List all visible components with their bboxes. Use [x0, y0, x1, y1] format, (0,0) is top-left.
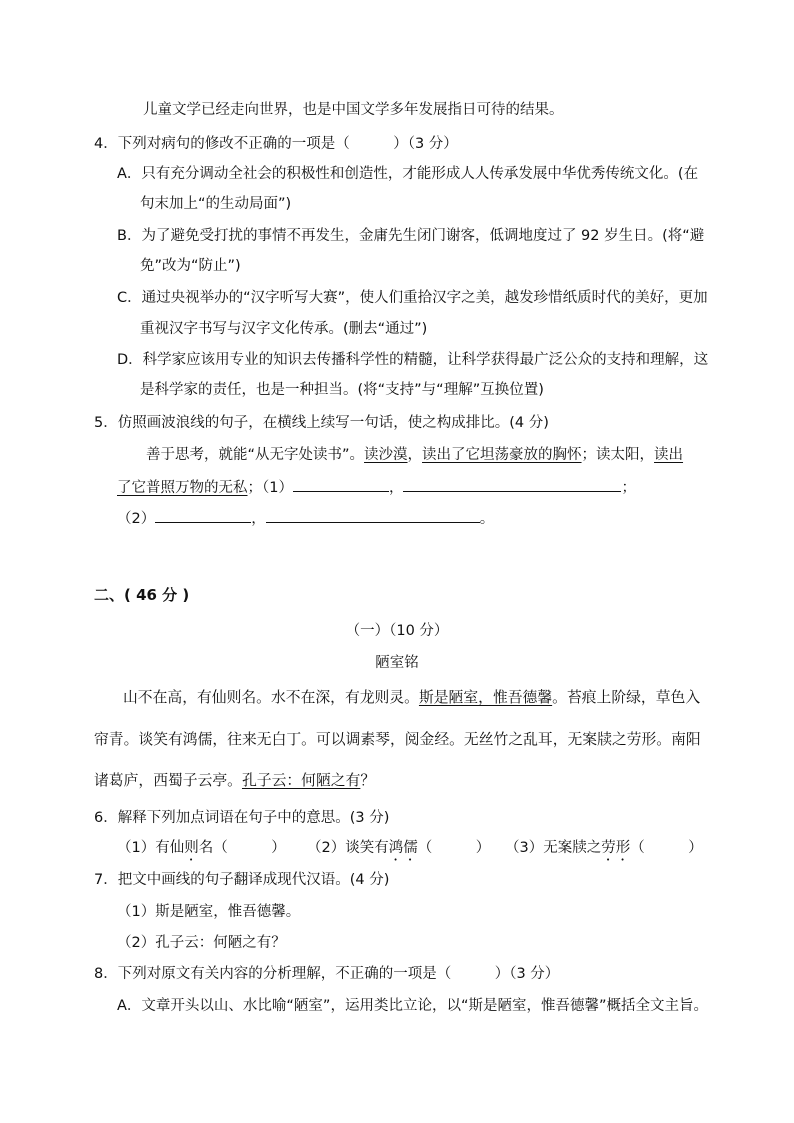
poem-text: ？ — [360, 772, 376, 789]
q6-text: 名（ ） — [198, 840, 286, 856]
poem-text: 诸葛庐，西蜀子云亭。 — [94, 772, 242, 789]
q6-text: （2）谈笑有 — [307, 840, 389, 856]
q6-text: （3）无案牍之 — [505, 840, 602, 856]
q5-blank-1b[interactable] — [403, 477, 621, 492]
q6-item-2 — [307, 838, 490, 864]
poem-text: 。苔痕上阶绿，草色入 — [552, 689, 701, 706]
q5-wavy-underline: 读出 — [654, 447, 684, 463]
q5-wavy-underline: 了它普照万物的无私 — [117, 480, 248, 496]
poem-line-1 — [123, 688, 700, 708]
q5-blank-1a[interactable] — [293, 477, 389, 492]
q4-option-d-line2: 是科学家的责任，也是一种担当。(将“支持”与“理解”互换位置) — [140, 382, 544, 398]
q8-option-a: A．文章开头以山、水比喻“陋室”，运用类比立论，以“斯是陋室，惟吾德馨”概括全文主旨。 — [117, 998, 708, 1014]
q4-option-c-line2: 重视汉字书写与汉字文化传承。(删去“通过”) — [140, 321, 428, 337]
q6-text: （ ） — [630, 840, 703, 856]
q5-stem: 5．仿照画波浪线的句子，在横线上续写一句话，使之构成排比。(4 分) — [94, 415, 549, 431]
poem-line-2: 帘青。谈笑有鸿儒，往来无白丁。可以调素琴，阅金经。无丝竹之乱耳，无案牍之劳形。南阳 — [94, 731, 701, 748]
q4-option-a-line1: A．只有充分调动全社会的积极性和创造性，才能形成人人传承发展中华优秀传统文化。(在 — [117, 166, 699, 182]
q5-text: ；读太阳， — [581, 447, 655, 463]
q5-wavy-underline: 读沙漠 — [364, 447, 408, 463]
poem-underlined-sentence-2: 孔子云：何陋之有 — [241, 772, 361, 789]
q5-answer-line — [117, 508, 494, 529]
q5-example-line1 — [146, 445, 683, 465]
q5-text: （2） — [117, 511, 156, 527]
poem-underlined-sentence-1: 斯是陋室，惟吾德馨 — [418, 689, 553, 706]
q5-text: ；（1） — [247, 480, 293, 496]
q7-sentence-1: （1）斯是陋室，惟吾德馨。 — [117, 904, 301, 920]
q7-stem: 7．把文中画线的句子翻译成现代汉语。(4 分) — [94, 872, 390, 888]
q7-sentence-2: （2）孔子云：何陋之有？ — [117, 935, 286, 951]
q5-text: ， — [251, 511, 266, 527]
q5-blank-2a[interactable] — [155, 508, 251, 523]
q5-text: 善于思考，就能“从无字处读书”。 — [146, 447, 365, 463]
q6-dotted-word: 则 — [184, 840, 199, 856]
q4-option-d-line1: D．科学家应该用专业的知识去传播科学性的精髓，让科学获得最广泛公众的支持和理解，这 — [117, 352, 709, 368]
q5-text: ， — [407, 447, 423, 463]
q6-item-1 — [117, 838, 286, 864]
q4-option-c-line1: C．通过央视举办的“汉字听写大赛”，使人们重拾汉字之美，越发珍惜纸质时代的美好，更加 — [117, 290, 708, 306]
q4-option-b-line2: 免”改为“防止”) — [140, 258, 241, 274]
q5-text: ， — [388, 480, 404, 496]
q6-text: （ ） — [417, 840, 491, 856]
q6-stem: 6．解释下列加点词语在句子中的意思。(3 分) — [94, 810, 390, 826]
q6-dotted-word: 鸿儒 — [388, 840, 418, 856]
q5-blank-2b[interactable] — [266, 508, 480, 523]
poem-line-3 — [94, 771, 375, 791]
q4-option-b-line1: B．为了避免受打扰的事情不再发生，金庸先生闭门谢客，低调地度过了 92 岁生日。(将“避 — [117, 228, 705, 244]
q4-option-a-line2: 句末加上“的生动局面”) — [140, 196, 292, 212]
q5-wavy-underline: 读出了它坦荡豪放的胸怀 — [422, 447, 582, 463]
q6-item-3 — [505, 838, 703, 864]
section-2-heading: 二、( 46 分 ) — [94, 586, 190, 604]
q4-stem: 4．下列对病句的修改不正确的一项是（ ）（3 分） — [94, 136, 458, 152]
poem-title: 陋室铭 — [375, 655, 419, 671]
q5-text: ； — [621, 480, 636, 496]
q6-dotted-word: 劳形 — [601, 840, 631, 856]
q8-stem: 8．下列对原文有关内容的分析理解，不正确的一项是（ ）（3 分） — [94, 966, 560, 982]
poem-text: 山不在高，有仙则名。水不在深，有龙则灵。 — [123, 689, 419, 706]
q5-text: 。 — [479, 511, 495, 527]
part-1-heading: （一）（10 分） — [345, 623, 449, 639]
q5-example-line2 — [117, 477, 636, 498]
q6-text: （1）有仙 — [117, 840, 185, 856]
q3-tail: 儿童文学已经走向世界，也是中国文学多年发展指日可待的结果。 — [143, 102, 564, 118]
